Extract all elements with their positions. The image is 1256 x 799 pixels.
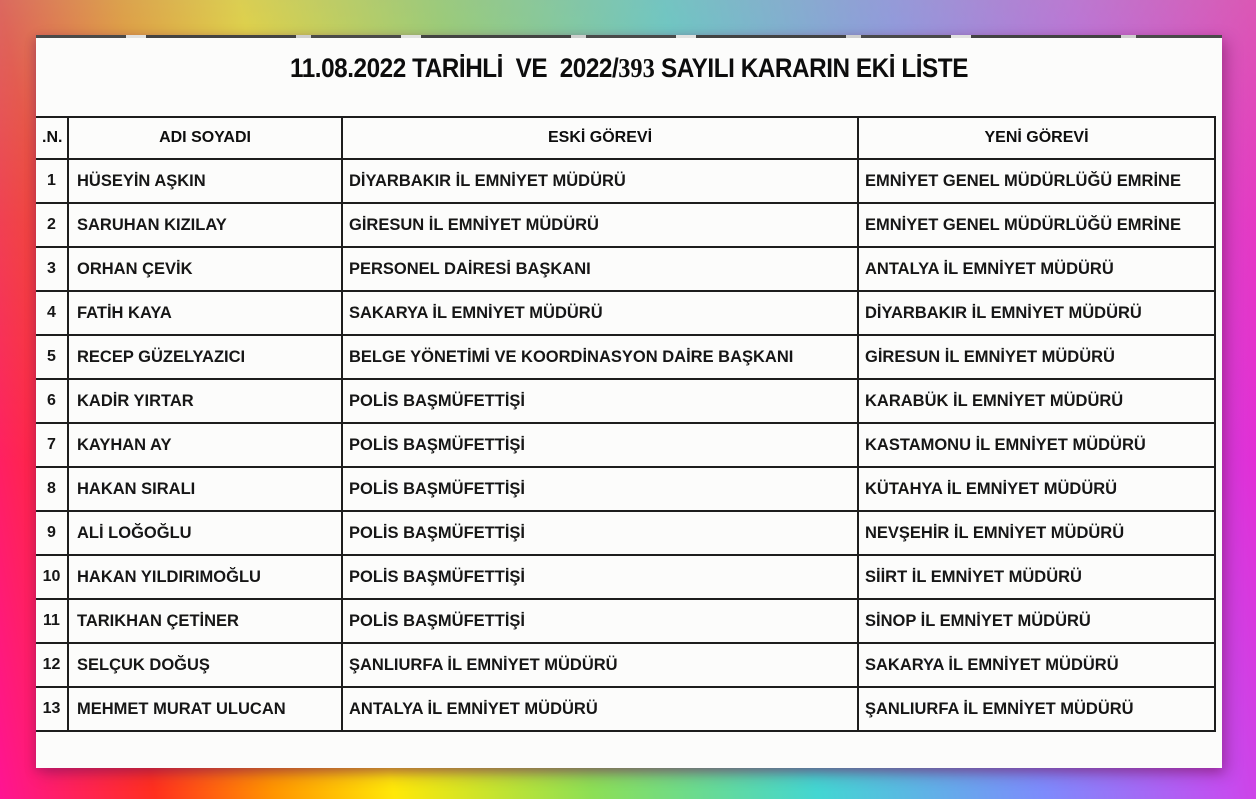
table-row	[36, 599, 1215, 643]
row-new-position: ŞANLIURFA İL EMNİYET MÜDÜRÜ	[858, 687, 1215, 731]
row-old-position: ANTALYA İL EMNİYET MÜDÜRÜ	[342, 687, 858, 731]
row-name: MEHMET MURAT ULUCAN	[68, 687, 342, 731]
row-new-position: SİİRT İL EMNİYET MÜDÜRÜ	[858, 555, 1215, 599]
row-name: FATİH KAYA	[68, 291, 342, 335]
table-row	[36, 687, 1215, 731]
table-row	[36, 291, 1215, 335]
document-title	[95, 53, 1162, 84]
header-serial-number: .N.	[36, 117, 68, 159]
row-name: SARUHAN KIZILAY	[68, 203, 342, 247]
row-sn: 10	[36, 555, 68, 599]
table-row	[36, 511, 1215, 555]
row-old-position: POLİS BAŞMÜFETTİŞİ	[342, 599, 858, 643]
row-old-position: ŞANLIURFA İL EMNİYET MÜDÜRÜ	[342, 643, 858, 687]
row-name: HAKAN SIRALI	[68, 467, 342, 511]
table-header	[36, 117, 1215, 159]
scanned-document-page	[36, 35, 1222, 768]
row-name: ORHAN ÇEVİK	[68, 247, 342, 291]
row-old-position: POLİS BAŞMÜFETTİŞİ	[342, 379, 858, 423]
table-row	[36, 335, 1215, 379]
table-row	[36, 159, 1215, 203]
table-row	[36, 423, 1215, 467]
row-old-position: POLİS BAŞMÜFETTİŞİ	[342, 555, 858, 599]
row-sn: 6	[36, 379, 68, 423]
row-name: KADİR YIRTAR	[68, 379, 342, 423]
row-new-position: SAKARYA İL EMNİYET MÜDÜRÜ	[858, 643, 1215, 687]
row-sn: 8	[36, 467, 68, 511]
row-name: KAYHAN AY	[68, 423, 342, 467]
row-new-position: DİYARBAKIR İL EMNİYET MÜDÜRÜ	[858, 291, 1215, 335]
row-sn: 9	[36, 511, 68, 555]
row-new-position: KARABÜK İL EMNİYET MÜDÜRÜ	[858, 379, 1215, 423]
row-old-position: POLİS BAŞMÜFETTİŞİ	[342, 511, 858, 555]
row-new-position: SİNOP İL EMNİYET MÜDÜRÜ	[858, 599, 1215, 643]
row-name: HAKAN YILDIRIMOĞLU	[68, 555, 342, 599]
row-name: ALİ LOĞOĞLU	[68, 511, 342, 555]
row-name: RECEP GÜZELYAZICI	[68, 335, 342, 379]
row-sn: 4	[36, 291, 68, 335]
title-text-left: 11.08.2022 TARİHLİ VE 2022/	[290, 53, 619, 83]
row-sn: 5	[36, 335, 68, 379]
row-new-position: NEVŞEHİR İL EMNİYET MÜDÜRÜ	[858, 511, 1215, 555]
row-sn: 12	[36, 643, 68, 687]
row-sn: 11	[36, 599, 68, 643]
row-old-position: GİRESUN İL EMNİYET MÜDÜRÜ	[342, 203, 858, 247]
row-old-position: POLİS BAŞMÜFETTİŞİ	[342, 423, 858, 467]
row-sn: 2	[36, 203, 68, 247]
title-decision-number: 393	[618, 53, 655, 83]
row-old-position: BELGE YÖNETİMİ VE KOORDİNASYON DAİRE BAŞKANI	[342, 335, 858, 379]
assignment-table	[36, 116, 1216, 732]
row-new-position: KÜTAHYA İL EMNİYET MÜDÜRÜ	[858, 467, 1215, 511]
table-row	[36, 203, 1215, 247]
row-sn: 3	[36, 247, 68, 291]
header-old-position: ESKİ GÖREVİ	[342, 117, 858, 159]
header-full-name: ADI SOYADI	[68, 117, 342, 159]
row-new-position: ANTALYA İL EMNİYET MÜDÜRÜ	[858, 247, 1215, 291]
row-old-position: POLİS BAŞMÜFETTİŞİ	[342, 467, 858, 511]
row-new-position: GİRESUN İL EMNİYET MÜDÜRÜ	[858, 335, 1215, 379]
title-text-right: SAYILI KARARIN EKİ LİSTE	[654, 53, 968, 83]
table-row	[36, 555, 1215, 599]
row-name: SELÇUK DOĞUŞ	[68, 643, 342, 687]
row-sn: 13	[36, 687, 68, 731]
table-row	[36, 247, 1215, 291]
row-name: HÜSEYİN AŞKIN	[68, 159, 342, 203]
row-new-position: EMNİYET GENEL MÜDÜRLÜĞÜ EMRİNE	[858, 203, 1215, 247]
header-row	[36, 117, 1215, 159]
row-old-position: SAKARYA İL EMNİYET MÜDÜRÜ	[342, 291, 858, 335]
header-new-position: YENİ GÖREVİ	[858, 117, 1215, 159]
table-row	[36, 643, 1215, 687]
row-sn: 1	[36, 159, 68, 203]
table-row	[36, 467, 1215, 511]
row-old-position: DİYARBAKIR İL EMNİYET MÜDÜRÜ	[342, 159, 858, 203]
row-old-position: PERSONEL DAİRESİ BAŞKANI	[342, 247, 858, 291]
row-sn: 7	[36, 423, 68, 467]
row-name: TARIKHAN ÇETİNER	[68, 599, 342, 643]
row-new-position: EMNİYET GENEL MÜDÜRLÜĞÜ EMRİNE	[858, 159, 1215, 203]
row-new-position: KASTAMONU İL EMNİYET MÜDÜRÜ	[858, 423, 1215, 467]
table-row	[36, 379, 1215, 423]
table-body	[36, 159, 1215, 731]
